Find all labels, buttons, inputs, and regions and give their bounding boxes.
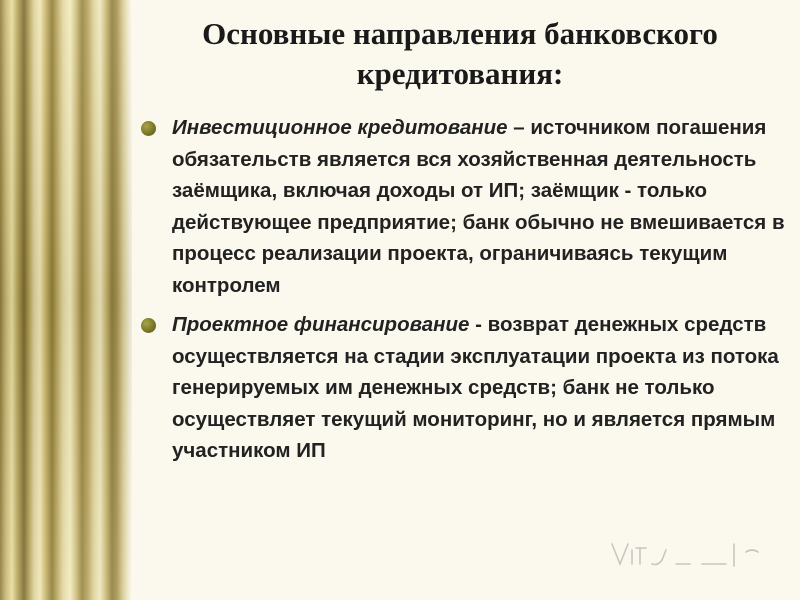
decorative-column-border	[0, 0, 132, 600]
watermark-icon	[606, 536, 766, 570]
bullet-item-project-finance	[136, 309, 786, 467]
bullet-text: – источником погашения обязательств является вся хозяйственная деятельность заёмщика, включая доходы от ИП; заёмщик - только действующее предприятие; банк обычно не вмешивается в процесс реализации проекта, ограничиваясь текущим контролем	[172, 116, 785, 297]
slide-title: Основные направления банковского кредитования:	[202, 16, 718, 91]
bullet-term: Проектное финансирование	[172, 313, 470, 336]
bullet-dot-icon	[141, 121, 156, 136]
bullet-item-investment-lending	[136, 112, 786, 301]
bullet-term: Инвестиционное кредитование	[172, 116, 508, 139]
bullet-text: - возврат денежных средств осуществляется на стадии эксплуатации проекта из потока генерируемых им денежных средств; банк не только осуществляет текущий мониторинг, но и является прямым участником ИП	[172, 313, 779, 462]
bullet-dot-icon	[141, 318, 156, 333]
bullet-list	[136, 112, 786, 475]
